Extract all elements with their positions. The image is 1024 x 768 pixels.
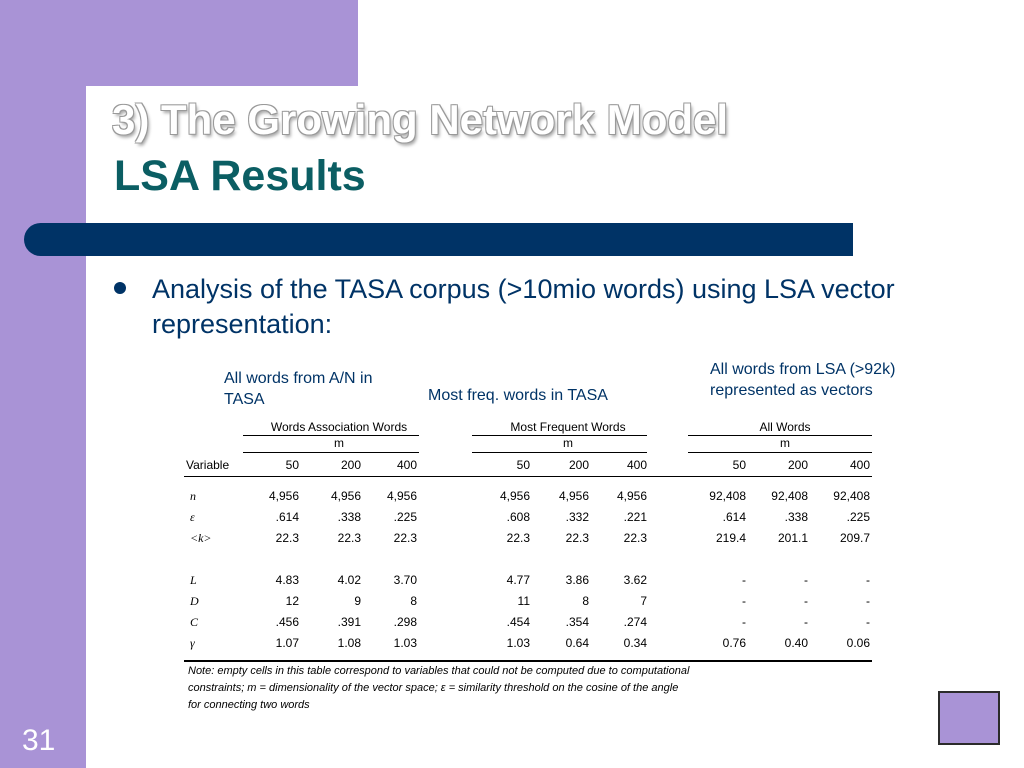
nav-button[interactable] — [938, 691, 1000, 745]
table-cell: 1.07 — [275, 636, 299, 650]
table-cell: .456 — [275, 615, 299, 629]
table-cell: 7 — [640, 594, 647, 608]
table-cell: 22.3 — [565, 531, 589, 545]
dim-header: 50 — [285, 458, 299, 472]
table-cell: - — [742, 594, 746, 608]
table-cell: 0.06 — [846, 636, 870, 650]
table-cell: 22.3 — [337, 531, 361, 545]
slide-number: 31 — [22, 724, 56, 757]
group-header: Words Association Words — [270, 420, 408, 434]
annotation-all-words: All words from LSA (>92k) represented as vectors — [710, 361, 896, 399]
header-rule — [184, 476, 872, 477]
table-cell: 0.64 — [565, 636, 589, 650]
dim-header: 200 — [787, 458, 808, 472]
table-cell: - — [804, 573, 808, 587]
table-cell: - — [866, 573, 870, 587]
table-cell: .332 — [565, 510, 589, 524]
row-label: <k> — [190, 531, 212, 545]
m-rule — [472, 452, 647, 453]
table-cell: - — [742, 615, 746, 629]
table-cell: 0.34 — [623, 636, 647, 650]
dim-header: 400 — [626, 458, 647, 472]
table-cell: 9 — [354, 594, 361, 608]
table-cell: 4,956 — [616, 489, 647, 503]
table-cell: - — [866, 594, 870, 608]
table-cell: 4,956 — [268, 489, 299, 503]
table-note: Note: empty cells in this table correspond to variables that could not be computed due to computational — [188, 665, 690, 677]
table-cell: 4,956 — [558, 489, 589, 503]
table-cell: 12 — [285, 594, 299, 608]
table-cell: 4,956 — [386, 489, 417, 503]
bullet-text: Analysis of the TASA corpus (>10mio words) using LSA vector representation: — [152, 274, 895, 339]
table-cell: 1.03 — [393, 636, 417, 650]
slide-supertitle: 3) The Growing Network Model — [112, 96, 729, 143]
table-cell: 1.08 — [337, 636, 361, 650]
table-cell: .338 — [784, 510, 808, 524]
table-cell: .608 — [506, 510, 530, 524]
table-cell: .338 — [337, 510, 361, 524]
table-cell: .298 — [393, 615, 417, 629]
table-cell: .225 — [846, 510, 870, 524]
m-label: m — [334, 436, 344, 450]
table-cell: 3.62 — [623, 573, 647, 587]
table-note: constraints; m = dimensionality of the vector space; ε = similarity threshold on the cosine of the angle — [188, 682, 679, 694]
table-cell: 3.70 — [393, 573, 417, 587]
table-cell: 92,408 — [771, 489, 808, 503]
row-label: n — [190, 489, 196, 503]
table-cell: 0.76 — [722, 636, 746, 650]
m-label: m — [563, 436, 573, 450]
dim-header: 400 — [849, 458, 870, 472]
m-label: m — [780, 436, 790, 450]
table-cell: .274 — [623, 615, 647, 629]
table-cell: 4.77 — [506, 573, 530, 587]
row-label: D — [190, 594, 199, 608]
row-label: ε — [190, 510, 195, 524]
table-cell: 8 — [582, 594, 589, 608]
table-cell: 201.1 — [777, 531, 808, 545]
dim-header: 50 — [732, 458, 746, 472]
table-cell: 22.3 — [506, 531, 530, 545]
table-cell: - — [866, 615, 870, 629]
table-bottom-rule — [184, 660, 872, 662]
m-rule — [688, 452, 872, 453]
dim-header: 200 — [568, 458, 589, 472]
table-cell: - — [742, 573, 746, 587]
row-label: L — [190, 573, 197, 587]
table-cell: 4.02 — [337, 573, 361, 587]
table-cell: - — [804, 615, 808, 629]
table-cell: 4.83 — [275, 573, 299, 587]
table-cell: 22.3 — [275, 531, 299, 545]
table-cell: .391 — [337, 615, 361, 629]
dim-header: 50 — [516, 458, 530, 472]
table-cell: 92,408 — [709, 489, 746, 503]
variable-header: Variable — [186, 458, 230, 472]
dim-header: 200 — [340, 458, 361, 472]
table-cell: 0.40 — [784, 636, 808, 650]
group-header: All Words — [759, 420, 811, 434]
slide-title: LSA Results — [114, 152, 366, 200]
m-rule — [243, 452, 419, 453]
table-cell: .221 — [623, 510, 647, 524]
table-cell: 209.7 — [839, 531, 870, 545]
table-cell: 22.3 — [393, 531, 417, 545]
table-cell: 22.3 — [623, 531, 647, 545]
row-label: γ — [190, 636, 195, 650]
table-cell: 4,956 — [499, 489, 530, 503]
table-cell: 11 — [517, 594, 530, 608]
table-cell: .354 — [565, 615, 589, 629]
table-cell: 8 — [410, 594, 417, 608]
annotation-most-frequent: Most freq. words in TASA — [428, 387, 608, 404]
dim-header: 400 — [396, 458, 417, 472]
row-label: C — [190, 615, 199, 629]
table-cell: .614 — [275, 510, 299, 524]
group-header: Most Frequent Words — [510, 420, 626, 434]
table-cell: 4,956 — [330, 489, 361, 503]
table-cell: 92,408 — [833, 489, 870, 503]
table-note: for connecting two words — [188, 699, 310, 711]
table-cell: .454 — [506, 615, 530, 629]
table-cell: - — [804, 594, 808, 608]
table-cell: .225 — [393, 510, 417, 524]
table-cell: 3.86 — [565, 573, 589, 587]
table-cell: 219.4 — [715, 531, 746, 545]
table-cell: 1.03 — [506, 636, 530, 650]
table-cell: .614 — [722, 510, 746, 524]
annotation-words-association: All words from A/N in TASA — [224, 370, 373, 408]
